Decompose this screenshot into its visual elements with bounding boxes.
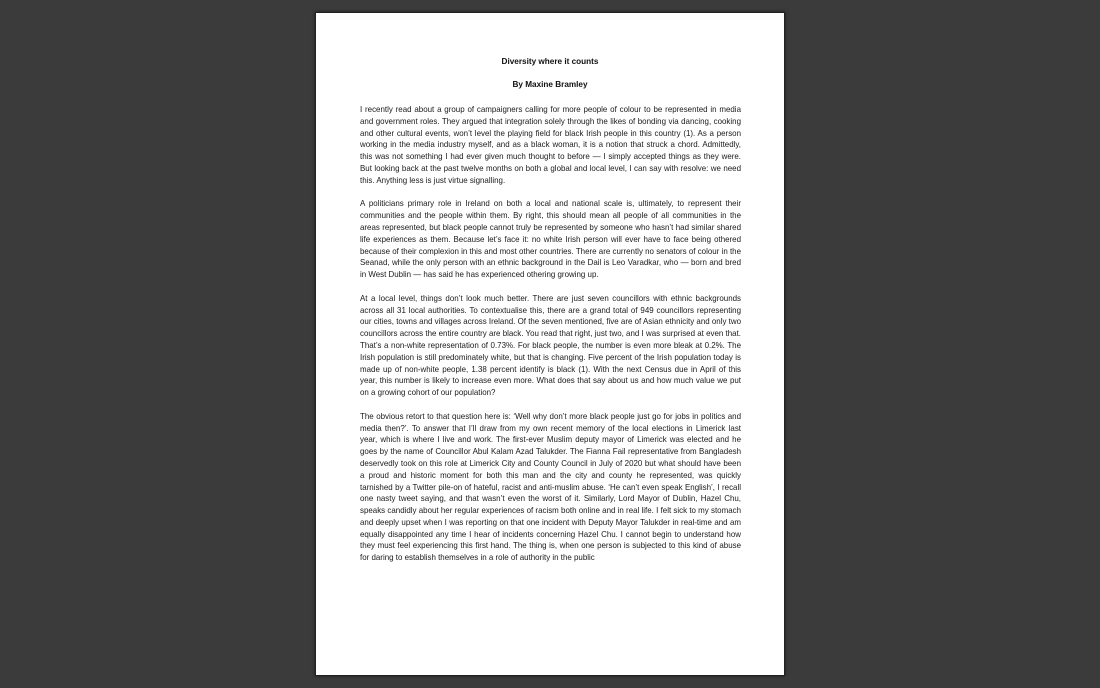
document-title: Diversity where it counts (501, 57, 599, 66)
paragraph-4: The obvious retort to that question here is: ‘Well why don’t more black people just go for jobs in politics and media then?’. To answer that I’ll draw from my own recent memory of the local elections in Limerick last year, which is where I live and work. The first-ever Muslim deputy mayor of Limerick was elected and he goes by the name of Councillor Abul Kalam Azad Talukder. The Fianna Fail representative from Bangladesh deservedly took on this role at Limerick City and County Council in July of 2020 but what should have been a proud and historic moment for both this man and the city and county he represented, was quickly tarnished by a Twitter pile-on of hateful, racist and anti-muslim abuse. ‘He can’t even speak English’, I recall one nasty tweet saying, and that wasn’t even the worst of it. Similarly, Lord Mayor of Dublin, Hazel Chu, speaks candidly about her regular experiences of racism both online and in real life. I felt sick to my stomach and deeply upset when I was reporting on that one incident with Deputy Mayor Talukder in real-time and am equally disappointed any time I hear of incidents concerning Hazel Chu. I cannot begin to understand how they must feel experiencing this first hand. The thing is, when one person is subjected to this kind of abuse for daring to establish themselves in a role of authority in the public (360, 411, 741, 563)
document-body (360, 104, 741, 576)
document-byline: By Maxine Bramley (512, 80, 588, 89)
paragraph-1: I recently read about a group of campaigners calling for more people of colour to be represented in media and government roles. They argued that integration solely through the likes of bonding via dancing, cooking and other cultural events, won’t level the playing field for black Irish people in this country (1). As a person working in the media industry myself, and as a black woman, it is a notion that struck a chord. Admittedly, this was not something I had ever given much thought to before — I simply accepted things as they were. But looking back at the past twelve months on both a global and local level, I can say with resolve: we need this. Anything less is just virtue signalling. (360, 105, 741, 185)
paragraph-2: A politicians primary role in Ireland on both a local and national scale is, ultimately, to represent their communities and the people within them. By right, this should mean all people of all communities in the areas represented, but black people cannot truly be represented by someone who hasn’t had similar shared life experiences as them. Because let’s face it: no white Irish person will ever have to face being othered because of their complexion in this and most other countries. There are currently no senators of colour in the Seanad, while the only person with an ethnic background in the Dail is Leo Varadkar, who — born and bred in West Dublin — has said he has experienced othering growing up. (360, 199, 741, 280)
document-page (315, 12, 785, 676)
paragraph-3: At a local level, things don’t look much better. There are just seven councillors with ethnic backgrounds across all 31 local authorities. To contextualise this, there are a grand total of 949 councillors representing our cities, towns and villages across Ireland. Of the seven mentioned, five are of Asian ethnicity and only two councillors across the entire country are black. You read that right, just two, and I was surprised at even that. That’s a non-white representation of 0.73%. For black people, the number is even more bleak at 0.2%. The Irish population is still predominately white, but that is changing. Five percent of the Irish population today is made up of non-white people, 1.38 percent identify is black (1). With the next Census due in April of this year, this number is likely to increase even more. What does that say about us and how much value we put on a growing cohort of our population? (360, 293, 741, 398)
